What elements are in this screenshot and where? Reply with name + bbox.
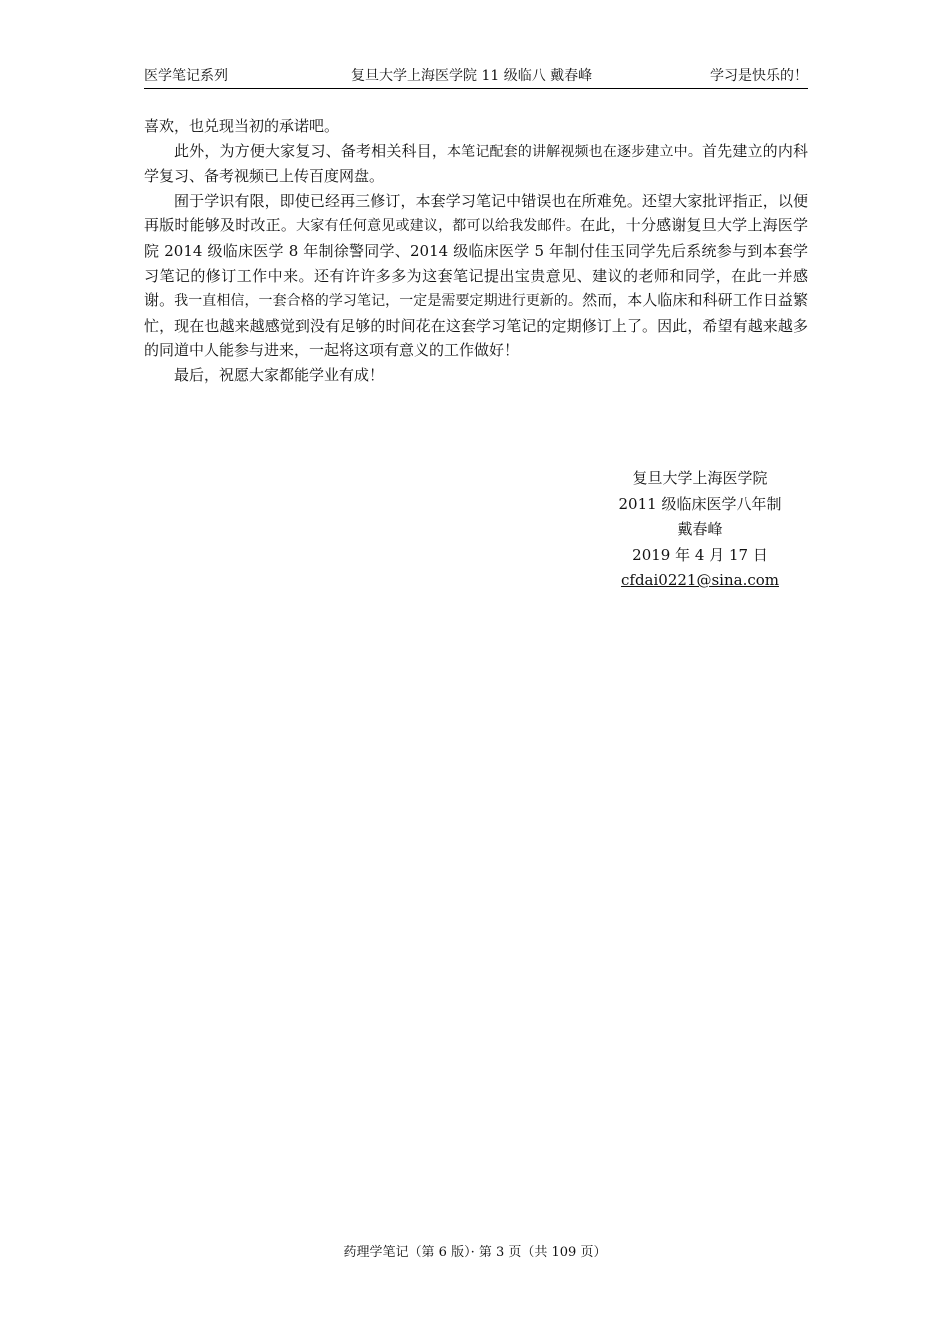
paragraph-continuation: 喜欢，也兑现当初的承诺吧。 bbox=[144, 117, 340, 135]
paragraph-videos-part-3: 首先建立的内科学复习、备考视频已上传百度网盘。 bbox=[144, 141, 808, 186]
paragraph-ack-part-3: 在此，十分感谢复旦大学上海医学院 2014 级临床医学 8 年制徐警同学、2014 级临床医学 5 年制付佳玉同学先后系统参与到本套学习笔记的修订工作中来。还有许许多多为这套笔记提出宝贵意见、建议的老师和同学，在此一并感谢。 bbox=[144, 216, 808, 310]
paragraph-videos-part-2: 本笔记配套的讲解视频也在逐步建立中。 bbox=[447, 143, 702, 160]
paragraph-acknowledgements bbox=[144, 189, 808, 363]
header-motto: 学习是快乐的！ bbox=[710, 68, 808, 84]
signature-block bbox=[600, 466, 800, 594]
header-author-info: 复旦大学上海医学院 11 级临八 戴春峰 bbox=[351, 68, 593, 84]
page-footer: 药理学笔记（第 6 版）· 第 3 页（共 109 页） bbox=[343, 1245, 607, 1260]
preface-body bbox=[144, 114, 808, 388]
paragraph-closing: 最后，祝愿大家都能学业有成！ bbox=[174, 365, 385, 384]
signature-program: 2011 级临床医学八年制 bbox=[618, 494, 782, 513]
paragraph-videos bbox=[144, 139, 808, 189]
paragraph-ack-part-5: 然而，本人临床和科研工作日益繁忙，现在也越来越感觉到没有足够的时间花在这套学习笔记的定期修订上了。因此，希望有越来越多的同道中人能参与进来，一起将这项有意义的工作做好！ bbox=[144, 291, 808, 360]
signature-institution: 复旦大学上海医学院 bbox=[632, 469, 768, 487]
page-header bbox=[144, 66, 808, 89]
paragraph-ack-part-2: 大家有任何意见或建议，都可以给我发邮件。 bbox=[296, 218, 581, 235]
signature-email-link[interactable]: cfdai0221@sina.com bbox=[621, 571, 779, 589]
header-series-title: 医学笔记系列 bbox=[144, 68, 228, 84]
signature-name: 戴春峰 bbox=[677, 520, 723, 538]
paragraph-ack-part-1: 囿于学识有限，即使已经再三修订，本套学习笔记中错误也在所难免。还望大家批评指正，以便再版时能够及时改正。 bbox=[144, 191, 808, 235]
signature-date: 2019 年 4 月 17 日 bbox=[632, 545, 768, 564]
paragraph-videos-part-1: 此外，为方便大家复习、备考相关科目， bbox=[174, 141, 447, 160]
paragraph-ack-part-4: 我一直相信，一套合格的学习笔记，一定是需要定期进行更新的。 bbox=[174, 293, 583, 310]
